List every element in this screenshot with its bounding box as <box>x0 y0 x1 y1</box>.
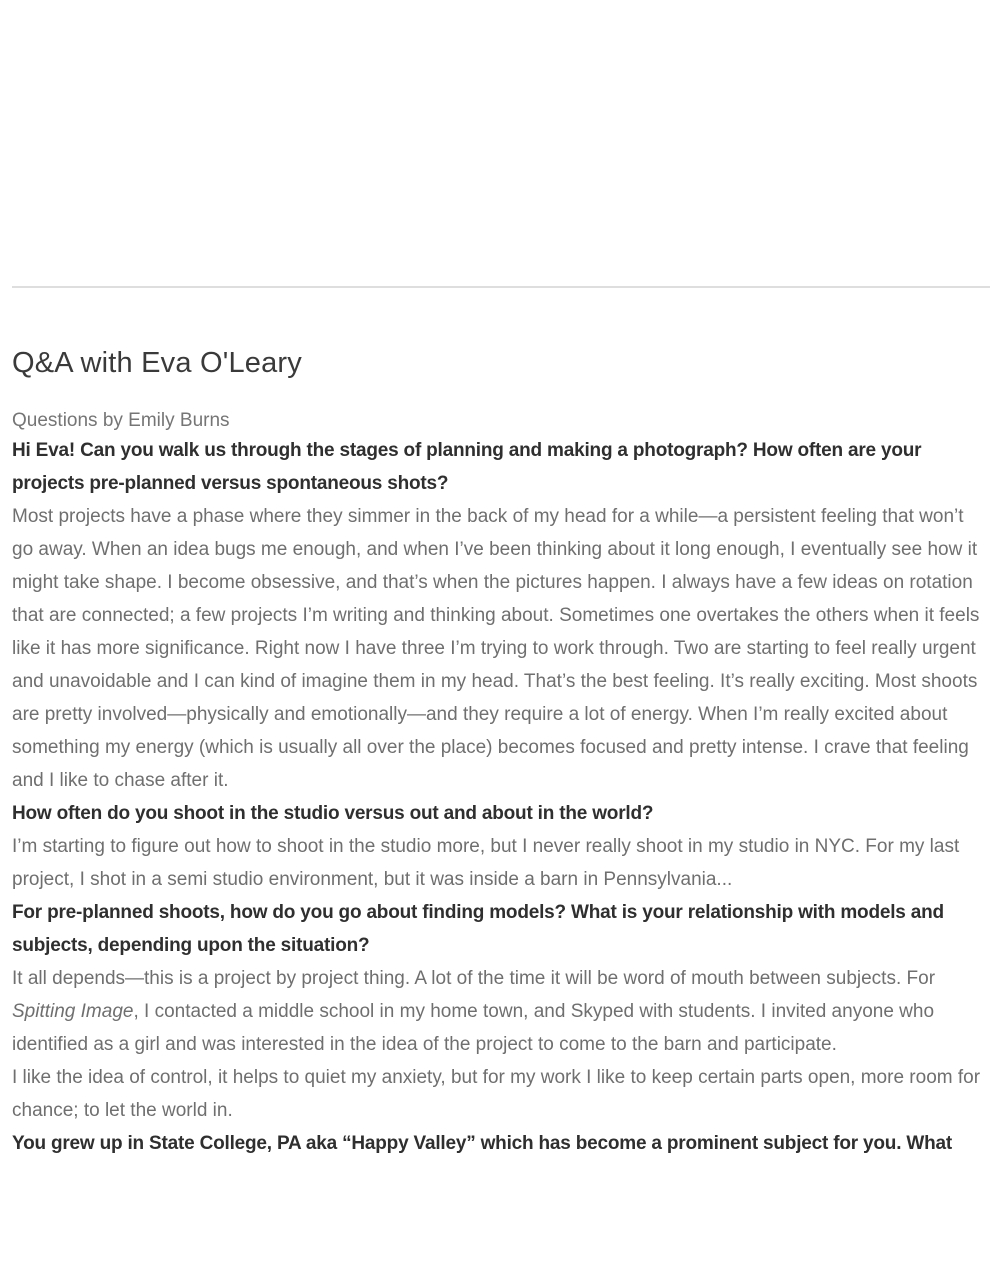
italic-work-title: Spitting Image <box>12 1001 134 1022</box>
answer-paragraph: I like the idea of control, it helps to quiet my anxiety, but for my work I like to keep certain parts open, more room for chance; to let the world in. <box>12 1067 981 1121</box>
answer-paragraph: I’m starting to figure out how to shoot in the studio more, but I never really shoot in my studio in NYC. For my last project, I shot in a semi studio environment, but it was inside a barn in Pennsylvania... <box>12 836 960 890</box>
page-title: Q&A with Eva O'Leary <box>12 347 302 379</box>
question-paragraph: For pre-planned shoots, how do you go about finding models? What is your relationship with models and subjects, depending upon the situation? <box>12 902 944 956</box>
answer-paragraph: Most projects have a phase where they simmer in the back of my head for a while—a persistent feeling that won’t go away. When an idea bugs me enough, and when I’ve been thinking about it long enough, I eventually see how it might take shape. I become obsessive, and that’s when the pictures happen. I always have a few ideas on rotation that are connected; a few projects I’m writing and thinking about. Sometimes one overtakes the others when it feels like it has more significance. Right now I have three I’m trying to work through. Two are starting to feel really urgent and unavoidable and I can kind of imagine them in my head. That’s the best feeling. It’s really exciting. Most shoots are pretty involved—physically and emotionally—and they require a lot of energy. When I’m really excited about something my energy (which is usually all over the place) becomes focused and pretty intense. I crave that feeling and I like to chase after it. <box>12 506 980 791</box>
article-content <box>0 346 1000 1160</box>
question-paragraph: How often do you shoot in the studio versus out and about in the world? <box>12 803 654 824</box>
answer-text: , I contacted a middle school in my home town, and Skyped with students. I invited anyone who identified as a girl and was interested in the idea of the project to come to the barn and participate. <box>12 1001 935 1055</box>
section-divider <box>12 286 990 288</box>
byline: Questions by Emily Burns <box>12 410 230 431</box>
answer-paragraph <box>12 962 988 1061</box>
question-paragraph: You grew up in State College, PA aka “Happy Valley” which has become a prominent subject for you. What <box>12 1133 953 1154</box>
question-paragraph: Hi Eva! Can you walk us through the stages of planning and making a photograph? How often are your projects pre-planned versus spontaneous shots? <box>12 440 922 494</box>
top-spacer <box>0 0 1000 286</box>
answer-text: It all depends—this is a project by project thing. A lot of the time it will be word of mouth between subjects. For <box>12 968 936 989</box>
